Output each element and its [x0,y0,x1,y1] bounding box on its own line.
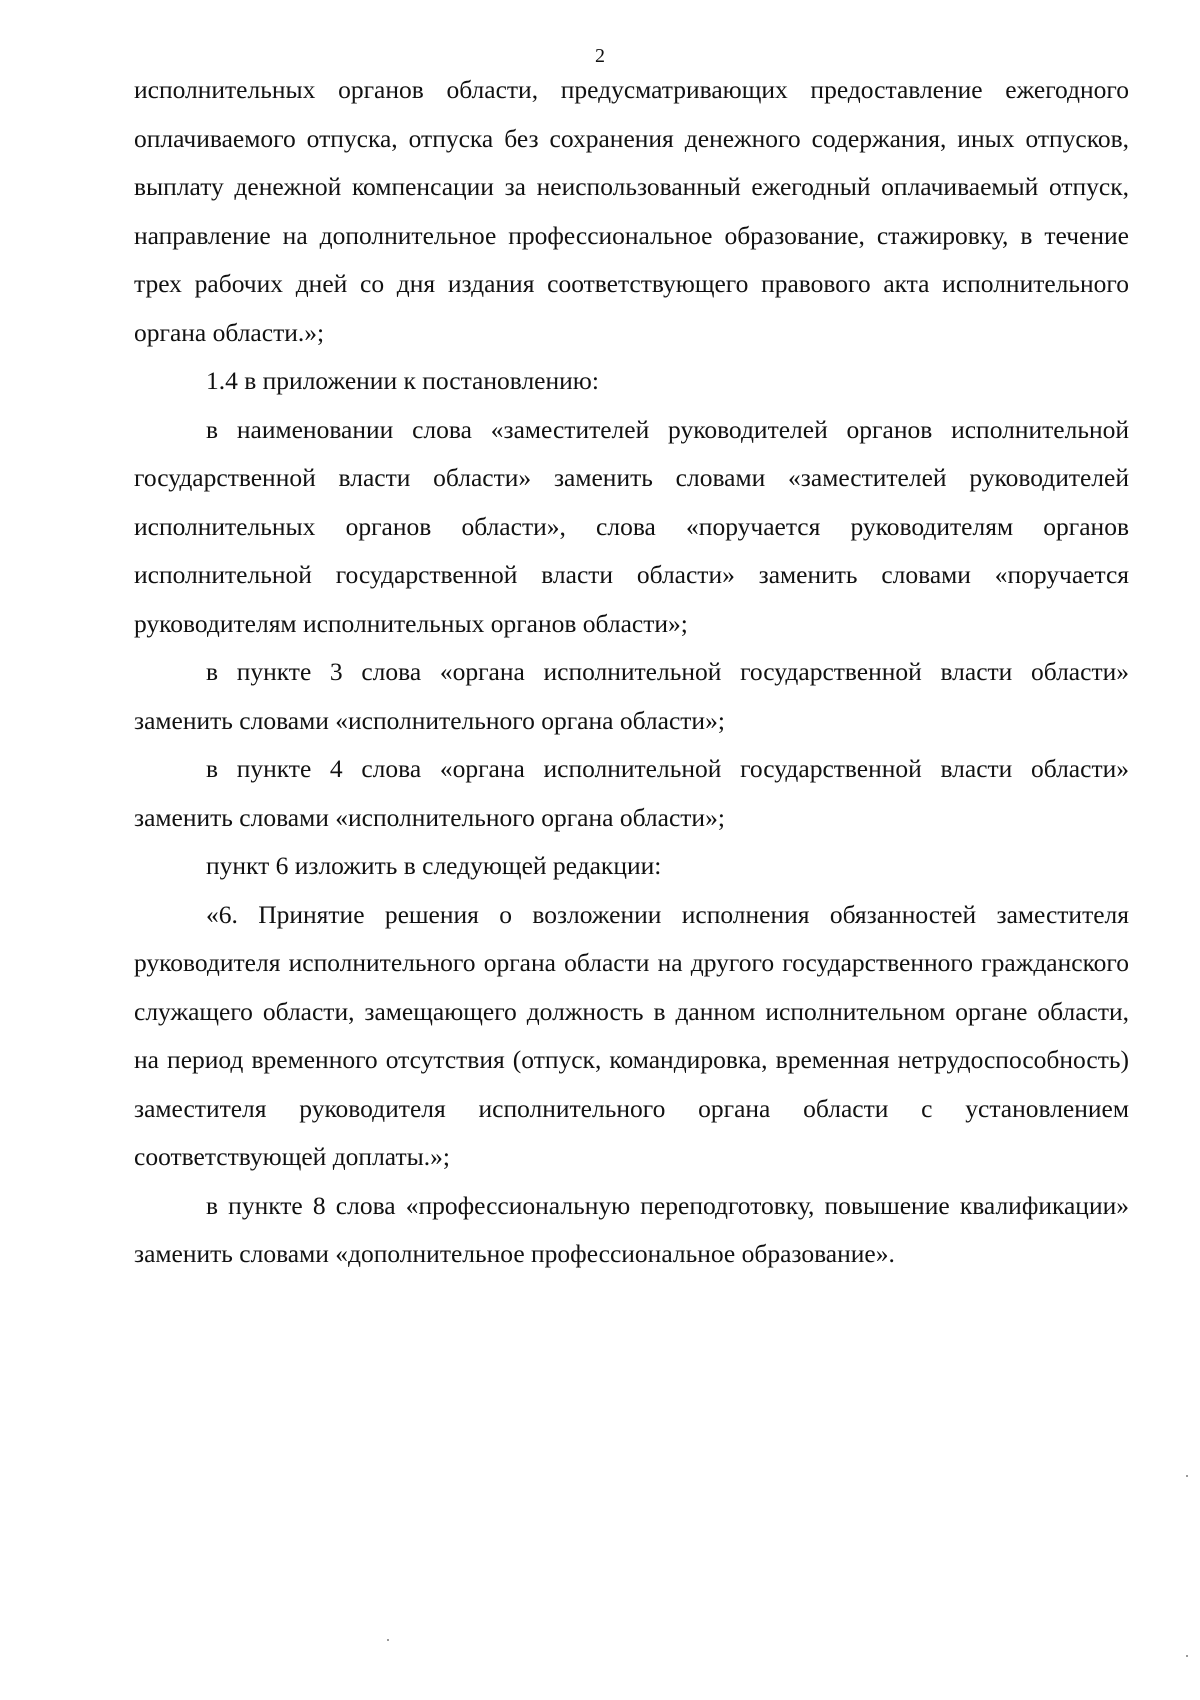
scan-speck [387,1639,389,1641]
paragraph-point-8: в пункте 8 слова «профессиональную переподготовку, повышение квалификации» заменить словами «дополнительное профессиональное образование». [134,1190,1129,1268]
paragraph-point-4: в пункте 4 слова «органа исполнительной государственной власти области» заменить словами «исполнительного органа области»; [134,754,1129,832]
paragraph-point-3: в пункте 3 слова «органа исполнительной государственной власти области» заменить словами «исполнительного органа области»; [134,657,1129,735]
paragraph-title-change: в наименовании слова «заместителей руководителей органов исполнительной государственной власти области» заменить словами «заместителей руководителей исполнительных органов области», слова «поручается руководителям органов исполнительной государственной власти области» заменить словами «поручается руководителям исполнительных органов области»; [134,414,1129,638]
paragraph-point-6-text: «6. Принятие решения о возложении исполнения обязанностей заместителя руководителя исполнительного органа области на другого государственного гражданского служащего области, замещающего должность в данном исполнительном органе области, на период временного отсутствия (отпуск, командировка, временная нетрудоспособность) заместителя руководителя исполнительного органа области с установлением соответствующей доплаты.»; [134,899,1129,1171]
page-number: 2 [595,45,605,67]
paragraph-point-6-intro: пункт 6 изложить в следующей редакции: [206,851,662,880]
document-body [134,66,1129,1279]
scan-speck [1186,1655,1188,1657]
paragraph-item-1-4: 1.4 в приложении к постановлению: [206,366,599,395]
scan-speck [1186,1475,1188,1477]
paragraph-continuation: исполнительных органов области, предусматривающих предоставление ежегодного оплачиваемого отпуска, отпуска без сохранения денежного содержания, иных отпусков, выплату денежной компенсации за неиспользованный ежегодный оплачиваемый отпуск, направление на дополнительное профессиональное образование, стажировку, в течение трех рабочих дней со дня издания соответствующего правового акта исполнительного органа области.»; [134,75,1129,347]
